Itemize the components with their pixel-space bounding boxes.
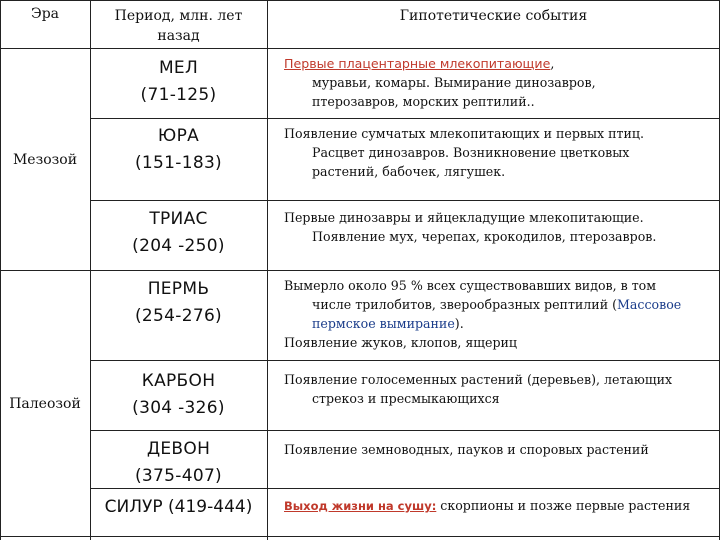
period-range: (151-183) xyxy=(135,153,222,173)
header-period xyxy=(90,6,267,46)
period-jurassic xyxy=(90,123,267,177)
events-jurassic xyxy=(284,124,714,181)
events-silurian xyxy=(284,496,716,516)
events-line: Появление земноводных, пауков и споровых растений xyxy=(284,442,649,457)
events-line: растений, бабочек, лягушек. xyxy=(312,164,506,179)
period-name: КАРБОН xyxy=(141,371,216,391)
events-lead-highlight: Первые плацентарные млекопитающие xyxy=(284,56,551,71)
period-carboniferous xyxy=(90,368,267,422)
era-mesozoic: Мезозой xyxy=(12,152,78,168)
events-line: скорпионы и позже первые растения xyxy=(436,498,691,513)
events-line: Расцвет динозавров. Возникновение цветковых xyxy=(312,145,630,160)
period-range: (304 -326) xyxy=(132,398,225,418)
period-devonian xyxy=(90,436,267,490)
row-divider xyxy=(90,118,720,119)
events-triassic xyxy=(284,208,714,246)
events-cretaceous xyxy=(284,54,714,111)
events-line: Появление сумчатых млекопитающих и первых птиц. xyxy=(284,126,645,141)
era-divider xyxy=(0,270,720,271)
events-line: числе трилобитов, зверообразных рептилий ( xyxy=(312,297,618,312)
events-line: Первые динозавры и яйцекладущие млекопитающие. xyxy=(284,210,644,225)
row-divider xyxy=(90,430,720,431)
row-divider xyxy=(90,200,720,201)
header-era: Эра xyxy=(30,6,60,22)
events-devonian xyxy=(284,440,716,459)
period-silurian: СИЛУР (419-444) xyxy=(104,497,253,517)
row-divider xyxy=(90,360,720,361)
era-paleozoic: Палеозой xyxy=(9,396,81,412)
header-events: Гипотетические события xyxy=(399,8,588,24)
events-carboniferous xyxy=(284,370,716,408)
table-border-bottom xyxy=(0,536,720,537)
header-period-line1: Период, млн. лет xyxy=(114,8,243,24)
period-name: ЮРА xyxy=(157,126,200,146)
period-range: (71-125) xyxy=(140,85,217,105)
events-permian xyxy=(284,276,716,352)
events-line: муравьи, комары. Вымирание динозавров, xyxy=(312,75,596,90)
period-name: ПЕРМЬ xyxy=(147,279,210,299)
period-name: ДЕВОН xyxy=(146,439,211,459)
period-range: (375-407) xyxy=(135,466,222,486)
events-line: ). xyxy=(454,316,464,331)
events-line: стрекоз и пресмыкающихся xyxy=(312,391,500,406)
header-divider xyxy=(0,48,720,49)
mass-extinction-link[interactable]: пермское вымирание xyxy=(312,316,455,331)
mass-extinction-link[interactable]: Массовое xyxy=(617,297,682,312)
period-range: (254-276) xyxy=(135,306,222,326)
events-line: Вымерло около 95 % всех существовавших видов, в том xyxy=(284,278,657,293)
events-line: Появление жуков, клопов, ящериц xyxy=(284,335,518,350)
table-border-top xyxy=(0,0,720,1)
events-lead-tail: , xyxy=(550,56,555,71)
period-name: ТРИАС xyxy=(149,209,208,229)
events-line: Появление мух, черепах, крокодилов, птерозавров. xyxy=(312,229,657,244)
period-cretaceous xyxy=(90,55,267,109)
events-line: Появление голосеменных растений (деревьев), летающих xyxy=(284,372,673,387)
period-triassic xyxy=(90,206,267,260)
period-range: (204 -250) xyxy=(132,236,225,256)
events-line: птерозавров, морских рептилий.. xyxy=(312,94,535,109)
header-period-line2: назад xyxy=(157,28,200,44)
period-permian xyxy=(90,276,267,330)
period-name: МЕЛ xyxy=(158,58,199,78)
events-lead-highlight: Выход жизни на сушу: xyxy=(284,499,437,513)
